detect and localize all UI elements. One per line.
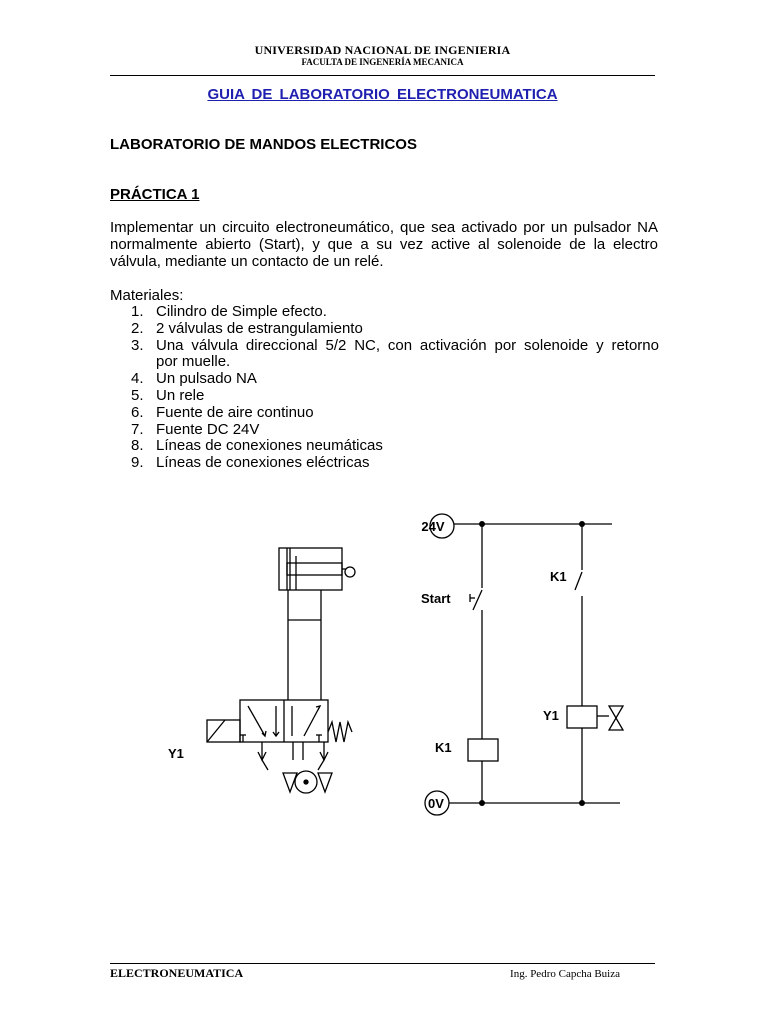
pneumatic-diagram — [207, 548, 355, 793]
single-acting-cylinder — [279, 548, 355, 590]
list-item: 2. 2 válvulas de estrangulamiento — [131, 319, 363, 337]
footer-author: Ing. Pedro Capcha Buiza — [510, 968, 620, 980]
intro-line-2: normalmente abierto (Start), y que a su vez active al solenoide de la electro — [110, 236, 658, 254]
footer-subject: ELECTRONEUMATICA — [110, 966, 244, 980]
footer-rule — [110, 963, 655, 964]
start-button-label: Start — [421, 591, 451, 606]
list-item: 9. Líneas de conexiones eléctricas — [131, 454, 370, 472]
list-item: 1. Cilindro de Simple efecto. — [131, 303, 327, 320]
electrical-diagram — [425, 514, 623, 815]
directional-valve-5-2 — [207, 700, 352, 793]
list-item: 4. Un pulsado NA — [131, 370, 257, 388]
practice-title: PRÁCTICA 1 — [110, 186, 200, 203]
list-item: 8. Líneas de conexiones neumáticas — [131, 437, 383, 455]
guide-title: GUIA DE LABORATORIO ELECTRONEUMATICA — [207, 86, 558, 103]
university-name: UNIVERSIDAD NACIONAL DE INGENIERIA — [254, 43, 511, 57]
supply-0v-label: 0V — [428, 796, 444, 811]
junction-dots — [479, 521, 585, 806]
list-item: 3. Una válvula direccional 5/2 NC, con activación por solenoide y retorno — [131, 336, 659, 354]
intro-line-3: válvula, mediante un contacto de un relé. — [110, 253, 384, 271]
solenoid-coil-label: Y1 — [543, 708, 559, 723]
valve-solenoid-label: Y1 — [168, 746, 184, 761]
relay-contact-label: K1 — [550, 569, 567, 584]
supply-24v-label: 24V — [421, 519, 445, 534]
list-item: 5. Un rele — [131, 386, 205, 404]
list-item-continuation: por muelle. — [156, 353, 231, 371]
relay-coil-label: K1 — [435, 740, 452, 755]
lab-title: LABORATORIO DE MANDOS ELECTRICOS — [110, 136, 417, 153]
list-item: 7. Fuente DC 24V — [131, 420, 260, 438]
list-item: 6. Fuente de aire continuo — [131, 403, 314, 421]
faculty-name: FACULTA DE INGENERÍA MECANICA — [301, 57, 464, 67]
materials-heading: Materiales: — [110, 287, 184, 304]
intro-line-1: Implementar un circuito electroneumático, que sea activado por un pulsador NA — [110, 219, 658, 236]
